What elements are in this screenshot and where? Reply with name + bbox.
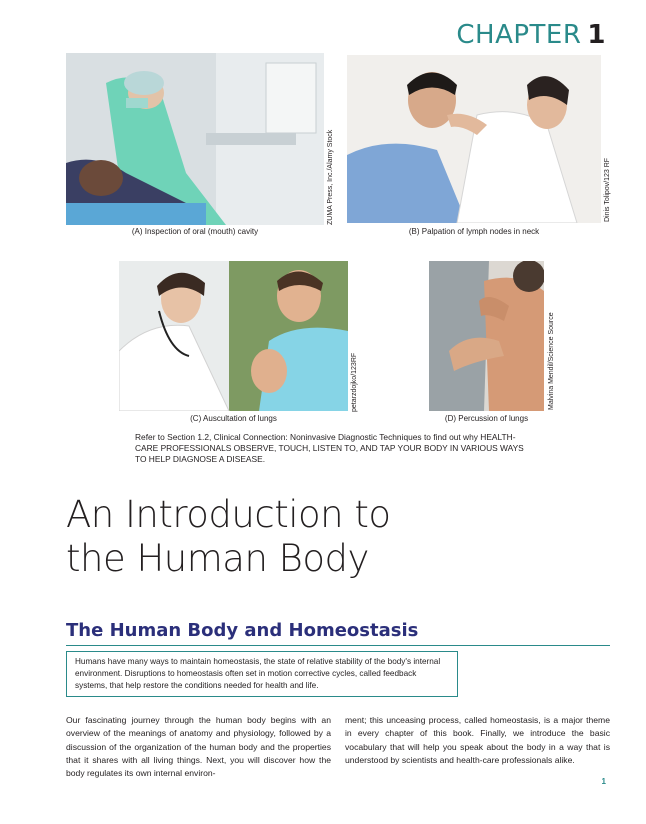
section-heading: The Human Body and Homeostasis: [66, 620, 419, 641]
photo-auscultation: [119, 261, 348, 411]
figure-caption: (A) Inspection of oral (mouth) cavity: [131, 227, 259, 236]
figure-caption: (C) Auscultation of lungs: [190, 414, 277, 423]
chapter-title-line-2: the Human Body: [66, 537, 369, 580]
photo-lymph-palpation: [347, 55, 601, 223]
summary-box: Humans have many ways to maintain homeostasis, the state of relative stability of the body's internal environment. Disruptions to homeostasis often set in motion corrective cycles, called feedback systems, that help restore the conditions needed for health and life.: [66, 651, 458, 697]
figure-caption: (D) Percussion of lungs: [444, 414, 529, 423]
page-number: 1: [601, 777, 606, 786]
body-column-left: Our fascinating journey through the human body begins with an overview of the meanings of anatomy and physiology, followed by a discussion of the organization of the human body and the properties that it shares with all living things. Next, you will discover how the body regulates its own internal environ-: [66, 715, 331, 779]
photo-credit: Dinis Tolipov/123 RF: [604, 157, 611, 222]
chapter-heading: [456, 20, 606, 50]
chapter-title: [66, 493, 391, 581]
section-divider: [66, 645, 610, 646]
figure-caption: (B) Palpation of lymph nodes in neck: [408, 227, 540, 236]
photo-credit: petarzdojko/123RF: [351, 352, 358, 412]
body-column-right: ment; this unceasing process, called homeostasis, is a major theme in every chapter of this book. Finally, we introduce the basic vocabulary that will help you speak about the body in a way that is understood by scientists and health-care professionals alike.: [345, 715, 610, 765]
photo-percussion: [429, 261, 544, 411]
refer-text: Refer to Section 1.2, Clinical Connection: Noninvasive Diagnostic Techniques to find out why HEALTH-CARE PROFESSIONALS OBSERVE, TOUCH, LISTEN TO, AND TAP YOUR BODY IN VARIOUS WAYS TO HELP DIAGNOSE A DISEASE.: [135, 432, 524, 464]
photo-credit: Malvina Mendil/Science Source: [548, 312, 555, 410]
photo-oral-inspection: [66, 53, 324, 225]
photo-credit: ZUMA Press, Inc./Alamy Stock: [327, 129, 334, 225]
chapter-title-line-1: An Introduction to: [66, 493, 391, 536]
chapter-number: 1: [587, 20, 606, 50]
chapter-label: CHAPTER: [456, 20, 582, 50]
